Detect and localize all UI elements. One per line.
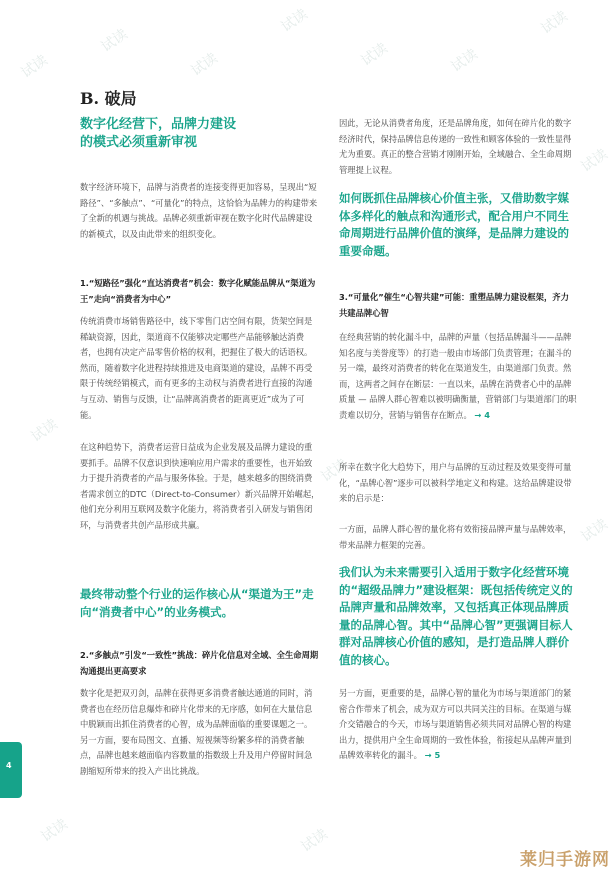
section-1-paragraph-2: 在这种趋势下，消费者运营日益成为企业发展及品牌力建设的重要抓手。品牌不仅意识到快速响应用户需求的重要性，也开始致力于提升消费者的产品与服务体验。于是，越来越多的围绕消费者需求创立的DTC（Direct-to-Consumer）新兴品牌开始崛起，他们充分利用互联网及数字化能力，将消费者引入研发与销售闭环，与消费者共创产品形成共赢。 bbox=[80, 442, 320, 530]
intro-paragraph: 数字经济环境下，品牌与消费者的连接变得更加容易，呈现出“短路径”、“多触点”、“可量化”的特点，这恰恰为品牌力的构建带来了全新的机遇与挑战。品牌必须重新审视在数字化时代品牌建设的新模式，以及由此带来的组织变化。 bbox=[80, 182, 318, 239]
watermark-text: 试读 bbox=[98, 26, 131, 56]
right-paragraph-2-text: 在经典营销的转化漏斗中，品牌的声量（包括品牌漏斗——品牌知名度与美誉度等）的打造一般由市场部门负责管理；在漏斗的另一端，最终对消费者的转化在渠道发生，由渠道部门负责。然而，这两者之间存在断层：一直以来，品牌在消费者心中的品牌质量 — 品牌人群心智难以被明确衡量，营销部门与渠道部门的职责难以切分，营销与销售存在断点。 bbox=[339, 332, 577, 420]
section-1-title: 1.“短路径”强化“直达消费者”机会：数字化赋能品牌从“渠道为王”走向“消费者为中心” bbox=[80, 278, 316, 304]
page-number: 4 bbox=[6, 761, 12, 770]
right-paragraph-2 bbox=[339, 330, 577, 424]
watermark-text: 试读 bbox=[578, 516, 611, 546]
right-highlight-1: 如何既抓住品牌核心价值主张，又借助数字媒体多样化的触点和沟通形式，配合用户不同生命周期进行品牌价值的演绎，是品牌力建设的重要命题。 bbox=[339, 191, 569, 258]
watermark-text: 试读 bbox=[38, 816, 71, 846]
watermark-text: 试读 bbox=[358, 40, 391, 70]
watermark-text: 试读 bbox=[318, 456, 351, 486]
right-paragraph-5 bbox=[339, 686, 577, 764]
watermark-text: 试读 bbox=[538, 8, 571, 38]
watermark-text: 试读 bbox=[18, 52, 51, 82]
section-2-title: 2.“多触点”引发“一致性”挑战：碎片化信息对全域、全生命周期沟通提出更高要求 bbox=[80, 650, 319, 676]
section-1-paragraph-1: 传统消费市场销售路径中，线下零售门店空间有限，货架空间是稀缺资源，因此，渠道商不仅能够决定哪些产品能够触达消费者，也拥有决定产品零售价格的权利，把握住了极大的话语权。然而，随着数字化进程持续推进及电商渠道的建设，品牌不再受限于传统经销模式，而有更多的主动权与消费者进行直接的沟通与互动、销售与反馈，让“品牌离消费者的距离更近”成为了可能。 bbox=[80, 316, 313, 420]
watermark-text: 试读 bbox=[448, 46, 481, 76]
right-paragraph-3: 所幸在数字化大趋势下，用户与品牌的互动过程及效果变得可量化，“品牌心智”逐步可以被科学地定义和构建。这给品牌建设带来的启示是： bbox=[339, 462, 572, 504]
page-number-tab bbox=[0, 742, 22, 798]
section-3-title: 3.“可量化”催生“心智共建”可能：重塑品牌力建设框架，齐力共建品牌心智 bbox=[339, 292, 569, 318]
watermark-text: 试读 bbox=[278, 6, 311, 36]
right-paragraph-5-text: 另一方面，更重要的是，品牌心智的量化为市场与渠道部门的紧密合作带来了机会，成为双方可以共同关注的目标。在渠道与媒介交错融合的今天，市场与渠道销售必须共同对品牌心智的构建出力，提供用户全生命周期的一致性体验，衔接起从品牌声量到品牌效率转化的漏斗。 bbox=[339, 688, 572, 761]
corner-logo: 莱归手游网 bbox=[520, 850, 610, 870]
watermark-text: 试读 bbox=[28, 416, 61, 446]
right-paragraph-1: 因此，无论从消费者角度，还是品牌角度，如何在碎片化的数字经济时代，保持品牌信息传递的一致性和顾客体验的一致性显得尤为重要。真正的整合营销才刚刚开始，全域融合、全生命周期管理提上议程。 bbox=[339, 118, 572, 175]
section-1-highlight: 最终带动整个行业的运作核心从“渠道为王”走向“消费者中心”的业务模式。 bbox=[80, 587, 314, 619]
page-link-5[interactable]: → 5 bbox=[424, 750, 441, 761]
section-2-paragraph-1: 数字化是把双刃剑，品牌在获得更多消费者触达通道的同时，消费者也在经历信息爆炸和碎片化带来的无序感，如何在大量信息中脱颖而出抓住消费者的心智，成为品牌面临的重要课题之一。另一方面，要布局图文、直播、短视频等纷繁多样的消费者触点，品牌也越来越面临内容数量的指数级上升及用户停留时间急剧缩短所带来的投入产出比挑战。 bbox=[80, 688, 313, 776]
page-headline: 数字化经营下，品牌力建设的模式必须重新审视 bbox=[80, 117, 237, 150]
right-highlight-2: 我们认为未来需要引入适用于数字化经营环境的“超级品牌力”建设框架：既包括传统定义的品牌声量和品牌效率，又包括真正体现品牌质量的品牌心智。其中“品牌心智”更强调目标人群对品牌核心价值的感知，是打造品牌人群价值的核心。 bbox=[339, 565, 573, 667]
watermark-text: 试读 bbox=[298, 826, 331, 856]
right-paragraph-4: 一方面，品牌人群心智的量化将有效衔接品牌声量与品牌效率，带来品牌力框架的完善。 bbox=[339, 524, 572, 550]
page-link-4[interactable]: → 4 bbox=[474, 409, 491, 420]
section-title: B. 破局 bbox=[80, 89, 137, 108]
watermark-text: 试读 bbox=[578, 146, 611, 176]
watermark-text: 试读 bbox=[188, 50, 221, 80]
